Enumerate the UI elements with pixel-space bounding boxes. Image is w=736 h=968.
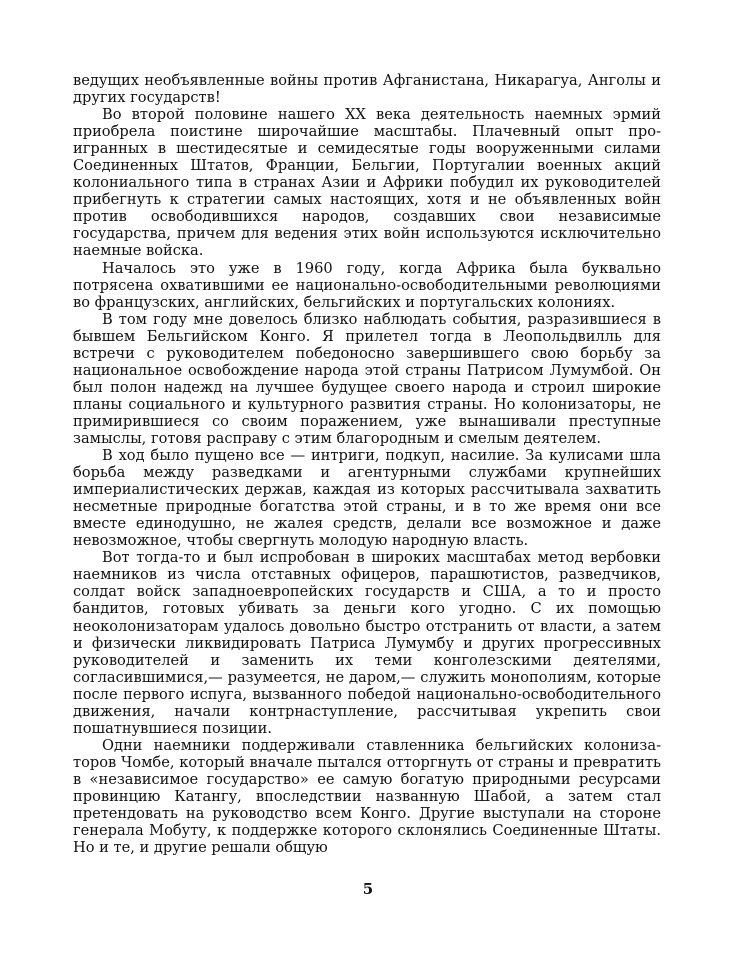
paragraph-7: Одни наемники поддерживали ставленника бельгийских колонизаторов Чомбе, который вначале пытался отторгнуть от страны и превратить в «независимое государство» ее самую богатую природными ресурсами провинцию Катангу, впоследствии названную Шабой, а затем стал претендовать на руководство всем Конго. Другие выступали на стороне генерала Мобуту, к поддержке которого склонялись Соединенные Штаты. Но и те, и другие решали общую (73, 736, 661, 857)
paragraph-4: В том году мне довелось близко наблюдать события, разразившиеся в бывшем Бельгийском Конго. Я прилетел тогда в Леопольдвилль для встречи с руководителем победоносно завершившего свою борьбу за национальное освобождение народа этой страны Патрисом Лумумбой. Он был полон надежд на лучшее будущее своего народа и строил широкие планы социального и культурного развития страны. Но колонизаторы, не примирившиеся со своим поражением, уже вынашивали преступные замыслы, готовя расправу с этим благородным и смелым деятелем. (73, 310, 661, 447)
page-number: 5 (362, 880, 374, 898)
paragraph-6: Вот тогда-то и был испробован в широких масштабах метод вербовки наемников из числа отставных офицеров, парашютистов, разведчиков, солдат войск западноевропейских государств и США, а то и просто бандитов, готовых убивать за деньги кого угодно. С их помощью неоколонизаторам удалось довольно быстро отстранить от власти, а затем и физически ликвидировать Патриса Лумумбу и других прогрессивных руководителей и заменить их теми конголезскими деятелями, согласившимися,— разумеется, не даром,— служить монополиям, которые после первого испуга, вызванного победой национально-освободительного движения, начали контрнаступление, рассчитывая укрепить свои пошатнувшиеся позиции. (73, 549, 661, 737)
paragraph-3: Началось это уже в 1960 году, когда Африка была буквально потрясена охватившими ее национально-освободительными революциями во французских, английских, бельгийских и португальских колониях. (73, 259, 661, 311)
paragraph-2: Во второй половине нашего XX века деятельность наемных эрмий приобрела поистине широчайшие масштабы. Плачевный опыт проигранных в шестидесятые и семидесятые годы вооруженными силами Соединенных Штатов, Франции, Бельгии, Португалии военных акций колониального типа в странах Азии и Африки побудил их руководителей прибегнуть к стратегии самых настоящих, хотя и не объявленных войн против освободившихся народов, создавших свои независимые государства, причем для ведения этих войн используются исключительно наемные войска. (73, 106, 661, 260)
paragraph-5: В ход было пущено все — интриги, подкуп, насилие. За кулисами шла борьба между разведками и агентурными службами крупнейших империалистических держав, каждая из которых рассчитывала захватить несметные природные богатства этой страны, и в то же время они все вместе единодушно, не жалея средств, делали все возможное и даже невозможное, чтобы свергнуть молодую народную власть. (73, 447, 661, 550)
paragraph-1: ведущих необъявленные войны против Афганистана, Никарагуа, Анголы и других государств! (73, 72, 661, 107)
page-text-block (73, 72, 661, 856)
